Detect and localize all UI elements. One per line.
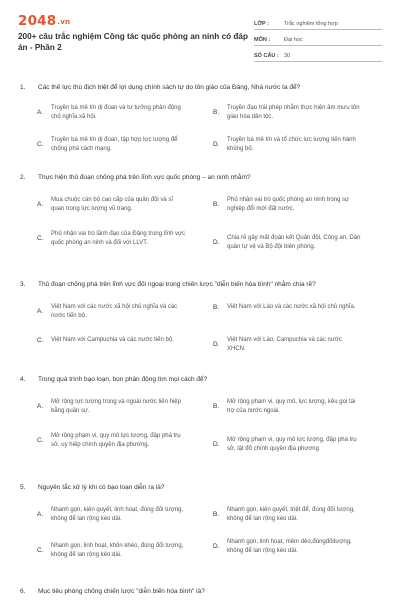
option-b[interactable]: B. Việt Nam với Lào và các nước xã hội chủ nghĩa. bbox=[213, 303, 356, 311]
option-b[interactable]: B. Nhanh gọn, kiên quyết, triệt để, đúng đối tượng, không để lan rộng kéo dài. bbox=[213, 507, 355, 522]
option-d[interactable]: D. Nhanh gọn, linh hoạt, mềm dẻo,đúngđốitượng, không để lan rộng kéo dài. bbox=[213, 539, 352, 554]
meta-row-subject bbox=[254, 30, 382, 46]
question-text: 3. Thủ đoạn chống phá trên lĩnh vực đối ngoại trong chiến lược "diễn biến hòa bình" nhằm chia rẽ? bbox=[20, 281, 316, 288]
question-text: 4. Trong quá trình bạo loạn, bọn phản động tìm mọi cách để? bbox=[20, 376, 208, 383]
meta-value: Trắc nghiệm tổng hợp bbox=[284, 21, 338, 27]
option-c[interactable]: C. Mở rộng phạm vi, quy mô lực lượng, đập phá trụ sở, uy hiếp chính quyền địa phương. bbox=[37, 433, 181, 448]
option-d[interactable]: D. Mở rộng phạm vi, quy mô lực lượng, đập phá trụ sở, lật đổ chính quyền địa phương bbox=[213, 437, 357, 452]
option-a[interactable]: A. Truyền bá mê tín dị đoan và tư tưởng phản động chủ nghĩa xã hội. bbox=[37, 105, 181, 120]
meta-value: 30 bbox=[284, 53, 291, 59]
option-d[interactable]: D. Truyền bá mê tín và tổ chức lực lượng tiến hành khủng bố. bbox=[213, 137, 356, 152]
document-title: 200+ câu trắc nghiệm Công tác quốc phòng an ninh có đáp án - Phần 2 bbox=[18, 32, 248, 52]
option-c[interactable]: C. Truyền bá mê tín dị đoan, tập hợp lực lượng để chống phá cách mạng. bbox=[37, 137, 178, 152]
option-c[interactable]: C. Việt Nam với Campuchia và các nước tiến bộ. bbox=[37, 336, 174, 344]
option-b[interactable]: B. Phủ nhận vai trò quốc phòng an ninh trong sự nghiệp đổi mới đất nước. bbox=[213, 197, 350, 212]
site-logo[interactable]: 2048.vn bbox=[18, 13, 71, 29]
meta-label: MÔN : bbox=[254, 37, 271, 43]
meta-row-class bbox=[254, 14, 382, 30]
option-a[interactable]: A. Việt Nam với các nước xã hội chủ nghĩa và các nước tiến bộ. bbox=[37, 304, 178, 319]
option-a[interactable]: A. Mua chuộc cán bộ cao cấp của quân đội và sĩ quan trong lực lượng vũ trang. bbox=[37, 197, 174, 212]
question-text: 5. Nguyên tắc xử lý khi có bạo loạn diễn ra là? bbox=[20, 484, 165, 491]
option-c[interactable]: C. Phủ nhận vai trò lãnh đạo của Đảng trong lĩnh vực quốc phòng an ninh và đối với LLVT. bbox=[37, 231, 186, 246]
document-header bbox=[0, 0, 400, 62]
meta-label: LỚP : bbox=[254, 21, 269, 27]
meta-row-question-count bbox=[254, 46, 382, 62]
option-d[interactable]: D. Việt Nam với Lào, Campuchia và các nước XHCN. bbox=[213, 337, 342, 352]
question-text: 6. Mục tiêu phòng chống chiến lược "diễn biến hòa bình" là? bbox=[20, 588, 205, 595]
option-b[interactable]: B. Truyền đạo trái phép nhằm thực hiện âm mưu tôn giáo hóa dân tộc. bbox=[213, 105, 360, 120]
option-b[interactable]: B. Mở rộng phạm vi, quy mô, lực lượng, kêu gọi tài trợ của nước ngoài. bbox=[213, 399, 356, 414]
meta-value: Đại học bbox=[284, 37, 303, 43]
question-text: 2. Thực hiện thủ đoạn chống phá trên lĩnh vực quốc phòng – an ninh nhằm? bbox=[20, 174, 251, 181]
option-a[interactable]: A. Nhanh gọn, kiên quyết, linh hoạt, đúng đối tượng, không để lan rộng kéo dài. bbox=[37, 507, 184, 522]
option-a[interactable]: A. Mở rộng lực lượng trong và ngoài nước liên hiệp bằng quân sự. bbox=[37, 399, 181, 414]
meta-label: SỐ CÂU : bbox=[254, 53, 279, 59]
option-d[interactable]: D. Chia rẽ gây mất đoàn kết Quân đội, Công an, Dân quân tự vệ và Bộ đội biên phòng. bbox=[213, 235, 361, 250]
option-c[interactable]: C. Nhanh gọn, linh hoạt, khôn khéo, đúng đối tượng, không để lan rộng kéo dài. bbox=[37, 543, 184, 558]
document-meta bbox=[254, 14, 382, 62]
question-text: 1. Các thế lực thù địch triệt để lợi dụng chính sách tự do tôn giáo của Đảng, Nhà nước ta để? bbox=[20, 84, 301, 91]
